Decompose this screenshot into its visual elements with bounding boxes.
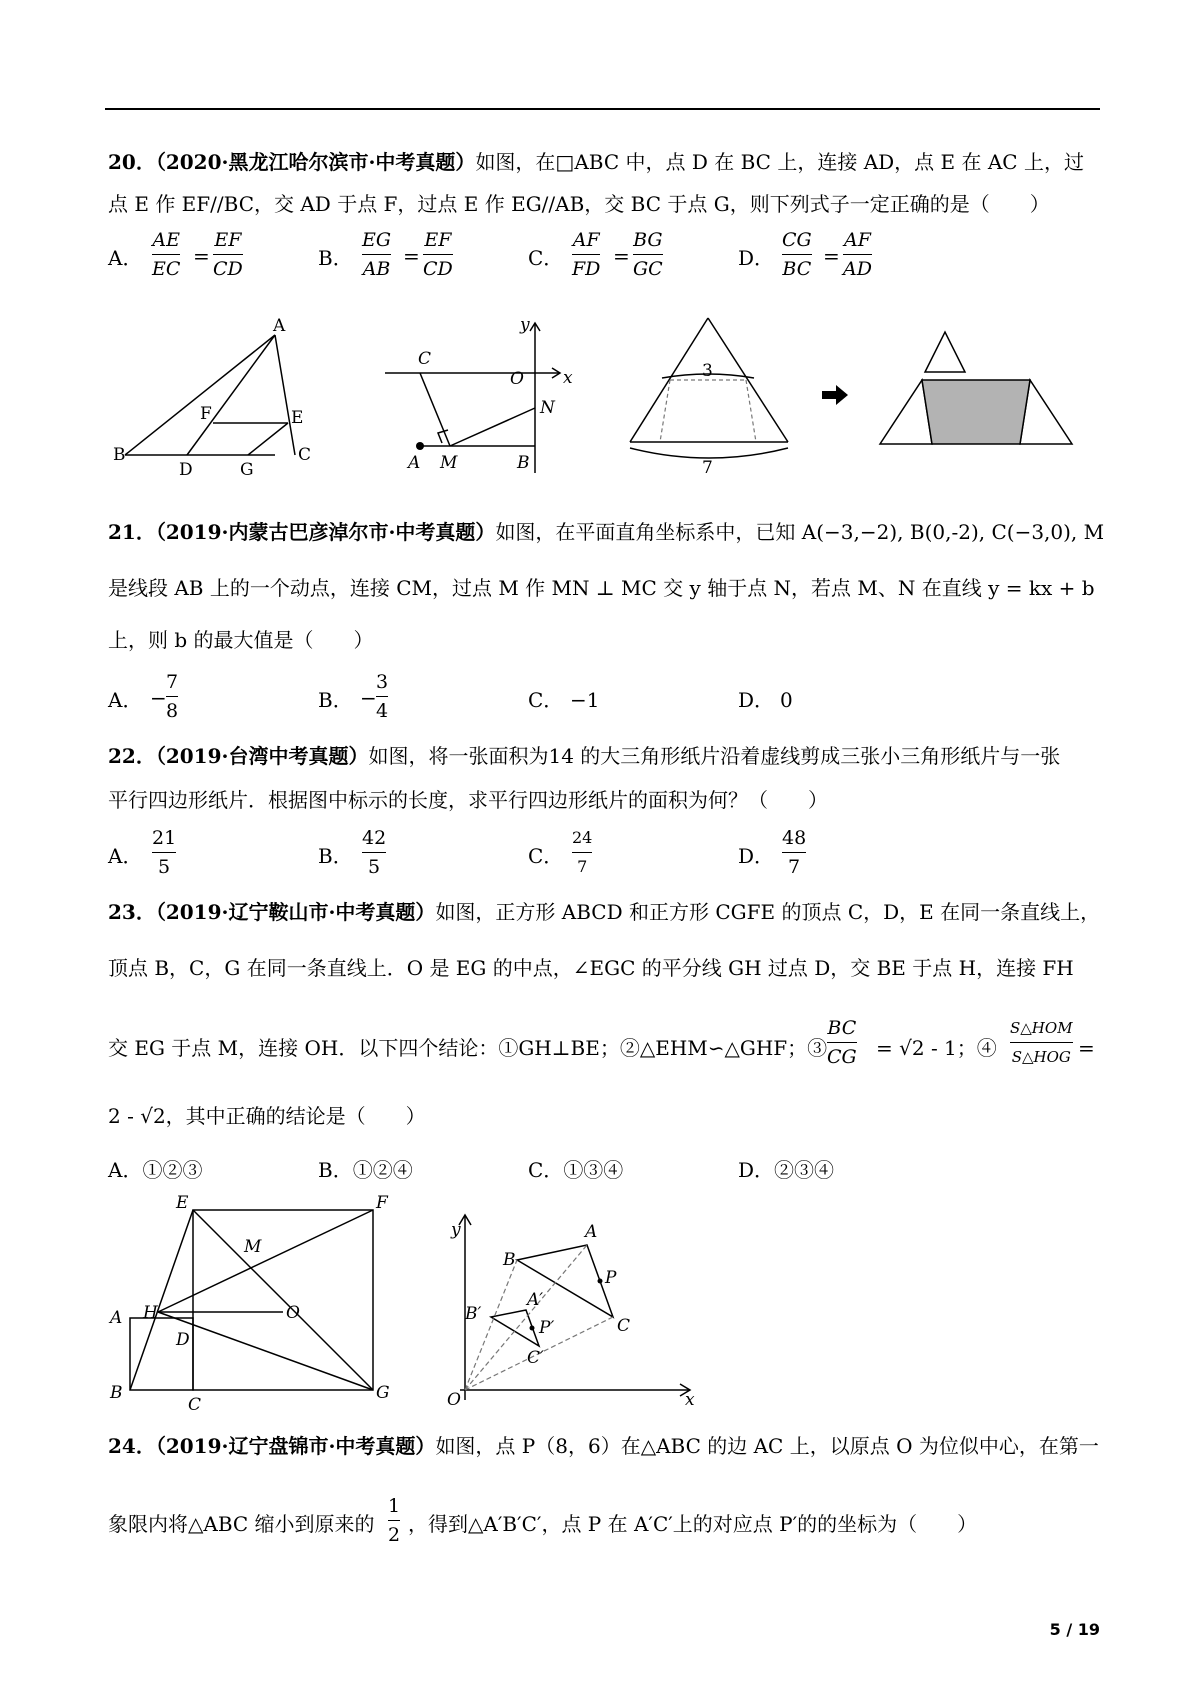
- q22-line1: 22．（2019·台湾中考真题）如图，将一张面积为14 的大三角形纸片沿着虚线剪成三张小三角形纸片与一张: [108, 744, 1061, 768]
- q20-d-frac2: AF AD: [843, 229, 872, 280]
- svg-text:B: B: [503, 1250, 516, 1270]
- q23-c3-frac: BC CG: [827, 1017, 857, 1068]
- svg-text:B′: B′: [465, 1304, 482, 1324]
- svg-text:O: O: [286, 1303, 300, 1323]
- fig3-label-bottom: 7: [702, 458, 713, 478]
- svg-text:O: O: [447, 1390, 461, 1410]
- q21-line2: 是线段 AB 上的一个动点，连接 CM，过点 M 作 MN ⊥ MC 交 y 轴于点 N，若点 M、N 在直线 y = kx + b: [108, 576, 1095, 600]
- q21-line3: 上，则 b 的最大值是（ ）: [108, 628, 374, 652]
- svg-text:C: C: [617, 1316, 631, 1336]
- header-rule: [105, 108, 1100, 110]
- q20-a-frac2: EF CD: [213, 229, 243, 280]
- q23-line1: 23．（2019·辽宁鞍山市·中考真题）如图，正方形 ABCD 和正方形 CGFE 的顶点 C，D，E 在同一条直线上，: [108, 900, 1101, 924]
- svg-text:A: A: [585, 1222, 598, 1242]
- svg-text:F: F: [376, 1193, 388, 1213]
- svg-text:G: G: [376, 1383, 390, 1403]
- q20-number: 20．: [108, 150, 156, 174]
- fig1-label-c: C: [298, 445, 312, 465]
- fig1-label-a: A: [273, 316, 286, 336]
- q20-line2: 点 E 作 EF//BC，交 AD 于点 F，过点 E 作 EG//AB，交 BC 于点 G，则下列式子一定正确的是（ ）: [108, 192, 1050, 216]
- figure-two-squares: [108, 1193, 393, 1415]
- svg-text:B: B: [110, 1383, 123, 1403]
- svg-text:x: x: [685, 1390, 695, 1410]
- svg-text:P′: P′: [539, 1318, 555, 1338]
- svg-text:M: M: [244, 1237, 262, 1257]
- fig2-label-y: y: [520, 315, 530, 335]
- q24-line2a: 象限内将△ABC 缩小到原来的: [108, 1512, 375, 1536]
- q24-line1: 24．（2019·辽宁盘锦市·中考真题）如图，点 P（8，6）在△ABC 的边 AC 上，以原点 O 为位似中心，在第一: [108, 1434, 1099, 1458]
- q20-source: （2020·黑龙江哈尔滨市·中考真题）: [155, 150, 476, 174]
- fig2-label-n: N: [540, 398, 555, 418]
- fig1-label-g: G: [240, 460, 254, 480]
- q23-line4: 2 - √2，其中正确的结论是（ ）: [108, 1104, 426, 1128]
- q20-text1: 如图，在□ABC 中，点 D 在 BC 上，连接 AD，点 E 在 AC 上，过: [475, 150, 1084, 174]
- q23-line2: 顶点 B，C，G 在同一条直线上．O 是 EG 的中点，∠EGC 的平分线 GH 过点 D，交 BE 于点 H，连接 FH: [108, 956, 1074, 980]
- fig1-label-e: E: [291, 408, 304, 428]
- q20-b-frac1: EG AB: [362, 229, 392, 280]
- svg-text:A′: A′: [527, 1290, 544, 1310]
- figure-triangle-adc: [113, 316, 325, 480]
- q20-option-a-label: A．: [108, 246, 143, 270]
- svg-text:y: y: [451, 1220, 461, 1240]
- q20-d-frac1: CG BC: [782, 229, 812, 280]
- q20-b-frac2: EF CD: [423, 229, 453, 280]
- fig2-label-o: O: [510, 369, 524, 389]
- svg-text:P: P: [605, 1268, 617, 1288]
- fig1-label-b: B: [113, 445, 126, 465]
- fig2-label-x: x: [563, 368, 573, 388]
- figure-coordinate-cmn: [380, 315, 580, 478]
- fig2-label-b: B: [517, 453, 530, 473]
- q24-frac: 1 2: [388, 1495, 401, 1546]
- fig1-label-f: F: [200, 404, 212, 424]
- page-number: 5 / 19: [1049, 1620, 1100, 1639]
- svg-text:E: E: [176, 1193, 189, 1213]
- q23-line3a: 交 EG 于点 M，连接 OH．以下四个结论：①GH⊥BE；②△EHM∽△GHF；③: [108, 1036, 828, 1060]
- q21-a-frac: 7 8: [166, 671, 179, 722]
- arrow-icon: [822, 385, 852, 405]
- q20-line1: [108, 148, 1084, 176]
- q20-option-d-label: D．: [738, 246, 775, 270]
- q23-c4-frac: S△HOM S△HOG: [1010, 1019, 1073, 1066]
- svg-text:H: H: [143, 1303, 158, 1323]
- fig3-label-top: 3: [702, 361, 713, 381]
- q20-c-frac1: AF FD: [572, 229, 601, 280]
- q22-line2: 平行四边形纸片．根据图中标示的长度，求平行四边形纸片的面积为何？（ ）: [108, 788, 828, 812]
- q21-line1: 21．（2019·内蒙古巴彦淖尔市·中考真题）如图，在平面直角坐标系中，已知 A(−3,−2), B(0,-2), C(−3,0), M: [108, 520, 1105, 544]
- figure-paper-triangle: [620, 310, 800, 480]
- q20-option-c-label: C．: [528, 246, 564, 270]
- q20-option-b-label: B．: [318, 246, 353, 270]
- fig2-label-m: M: [440, 453, 458, 473]
- svg-text:A: A: [110, 1308, 123, 1328]
- fig2-label-c: C: [418, 349, 432, 369]
- q20-c-frac2: BG GC: [633, 229, 663, 280]
- figure-homothety: [445, 1205, 695, 1410]
- figure-cut-pieces: [870, 322, 1105, 452]
- q24-line2b: ，得到△A′B′C′，点 P 在 A′C′上的对应点 P′的的坐标为（ ）: [408, 1512, 978, 1536]
- svg-text:C′: C′: [527, 1348, 544, 1368]
- svg-text:D: D: [176, 1330, 190, 1350]
- svg-text:C: C: [188, 1395, 202, 1415]
- q20-a-frac1: AE EC: [152, 229, 181, 280]
- fig1-label-d: D: [179, 460, 193, 480]
- fig2-label-a: A: [408, 453, 421, 473]
- q21-b-frac: 3 4: [376, 671, 389, 722]
